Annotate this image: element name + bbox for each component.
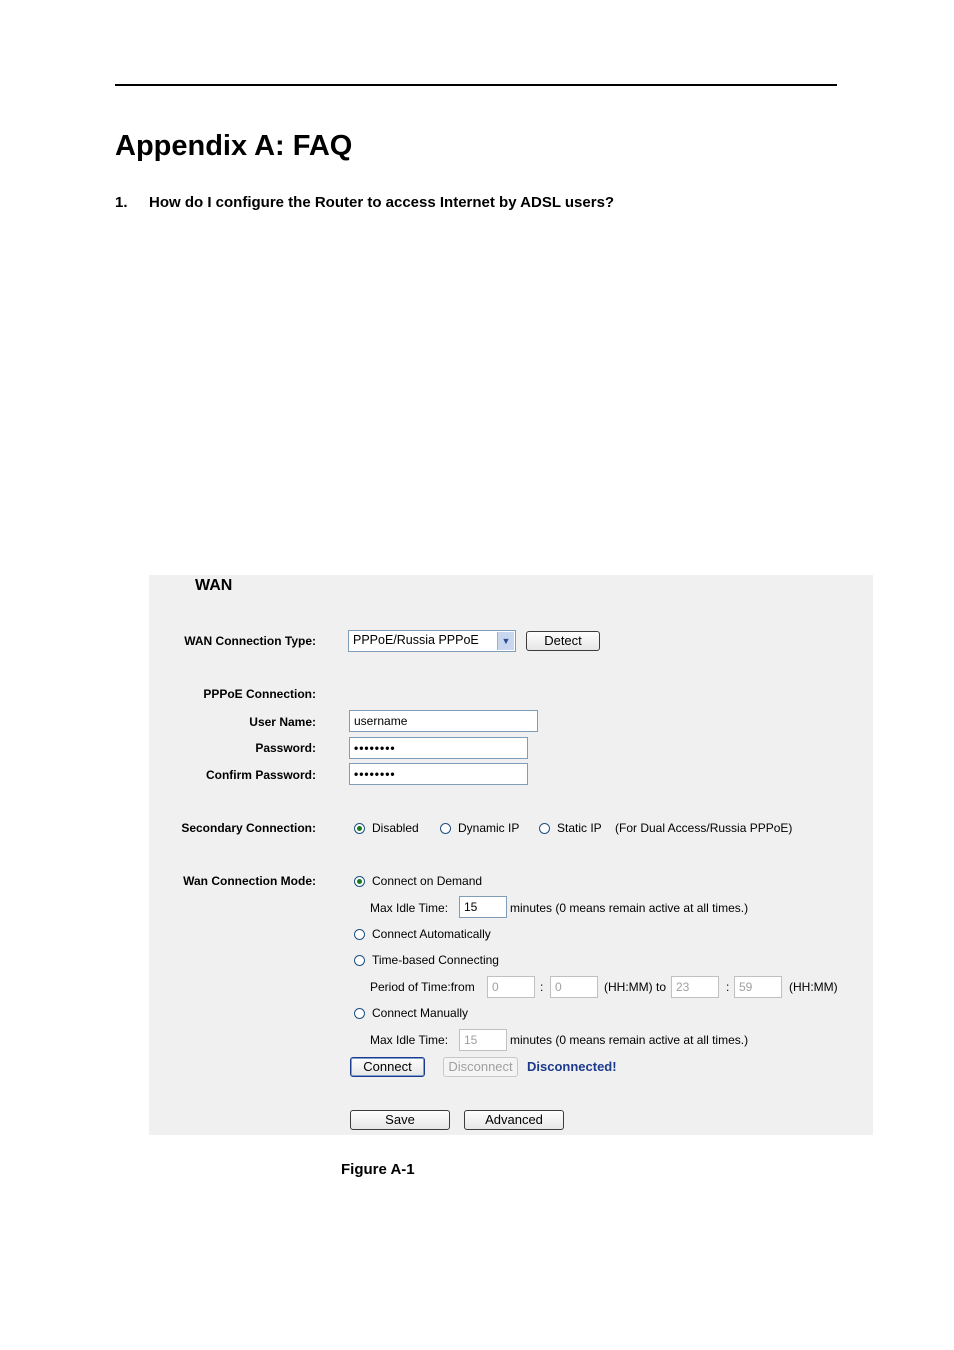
disconnect-button[interactable]: Disconnect: [443, 1057, 518, 1077]
header-rule: [115, 84, 837, 86]
mode-on-demand-radio[interactable]: [354, 876, 365, 887]
max-idle-label-manual: Max Idle Time:: [370, 1033, 449, 1047]
secondary-dynamic-ip-label: Dynamic IP: [458, 821, 520, 835]
confirm-password-input[interactable]: ••••••••: [349, 763, 528, 785]
mode-on-demand-label: Connect on Demand: [372, 874, 483, 888]
period-end-label: (HH:MM): [789, 980, 838, 994]
period-colon-1: :: [540, 980, 544, 994]
period-to-minute-input[interactable]: 59: [734, 976, 782, 998]
max-idle-input[interactable]: 15: [459, 896, 507, 918]
secondary-static-ip-radio[interactable]: [539, 823, 550, 834]
max-idle-note: minutes (0 means remain active at all times.): [510, 901, 749, 915]
mode-time-based-label: Time-based Connecting: [372, 953, 499, 967]
detect-button[interactable]: Detect: [526, 631, 600, 651]
secondary-connection-label: Secondary Connection:: [181, 821, 316, 835]
max-idle-label: Max Idle Time:: [370, 901, 449, 915]
pppoe-connection-label: PPPoE Connection:: [203, 687, 316, 701]
username-label: User Name:: [249, 715, 316, 729]
connection-status: Disconnected!: [527, 1059, 617, 1074]
secondary-static-ip-label: Static IP: [557, 821, 602, 835]
connection-mode-label: Wan Connection Mode:: [183, 874, 316, 888]
connection-type-label: WAN Connection Type:: [184, 634, 316, 648]
chevron-down-icon[interactable]: ▼: [497, 632, 514, 650]
period-from-hour-input[interactable]: 0: [487, 976, 535, 998]
question-number: 1.: [115, 194, 128, 211]
secondary-disabled-radio[interactable]: [354, 823, 365, 834]
secondary-disabled-label: Disabled: [372, 821, 419, 835]
panel-title: WAN: [195, 577, 233, 594]
period-label: Period of Time:from: [370, 980, 475, 994]
advanced-button[interactable]: Advanced: [464, 1110, 564, 1130]
password-input[interactable]: ••••••••: [349, 737, 528, 759]
period-to-hour-input[interactable]: 23: [671, 976, 719, 998]
connection-type-value: PPPoE/Russia PPPoE: [353, 633, 479, 647]
mode-time-based-radio[interactable]: [354, 955, 365, 966]
wan-settings-panel: [149, 575, 873, 1135]
save-button[interactable]: Save: [350, 1110, 450, 1130]
figure-caption: Figure A-1: [341, 1161, 415, 1178]
page-title: Appendix A: FAQ: [115, 130, 353, 162]
secondary-dynamic-ip-radio[interactable]: [440, 823, 451, 834]
period-from-minute-input[interactable]: 0: [550, 976, 598, 998]
period-mid-label: (HH:MM) to: [604, 980, 666, 994]
confirm-password-label: Confirm Password:: [205, 768, 316, 782]
max-idle-input-manual[interactable]: 15: [459, 1029, 507, 1051]
secondary-note: (For Dual Access/Russia PPPoE): [615, 821, 793, 835]
max-idle-note-manual: minutes (0 means remain active at all times.): [510, 1033, 749, 1047]
period-colon-2: :: [726, 980, 730, 994]
connection-type-select[interactable]: [348, 630, 516, 652]
connect-button[interactable]: Connect: [350, 1057, 425, 1077]
mode-manual-label: Connect Manually: [372, 1006, 469, 1020]
question-text: How do I configure the Router to access Internet by ADSL users?: [149, 194, 615, 211]
mode-auto-radio[interactable]: [354, 929, 365, 940]
username-input[interactable]: username: [349, 710, 538, 732]
mode-auto-label: Connect Automatically: [372, 927, 491, 941]
password-label: Password:: [255, 741, 316, 755]
mode-manual-radio[interactable]: [354, 1008, 365, 1019]
